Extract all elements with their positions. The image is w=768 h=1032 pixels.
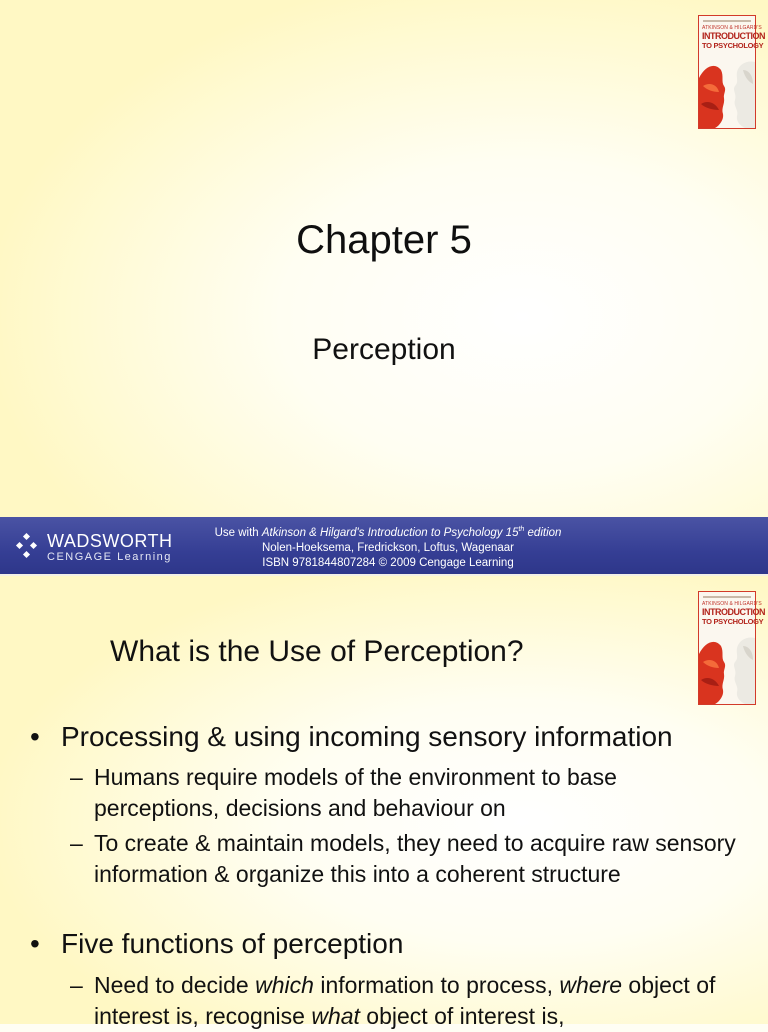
slide-subtitle: Perception [312,333,456,366]
bullet-text: Five functions of perception [61,928,404,959]
bullet-glyph: • [30,721,40,752]
book-cover-image [698,591,765,705]
dash-glyph: – [70,764,83,790]
cover-authors: ATKINSON & HILGARD'S [702,601,762,607]
edition-line-1 [182,522,594,541]
edition-sup: th [518,526,525,533]
cover-author-bar [703,20,751,22]
cover-title-line2: TO PSYCHOLOGY [702,41,764,50]
cover-title-line2: TO PSYCHOLOGY [702,617,764,626]
cover-title-line1: INTRODUCTION [702,31,765,41]
edition-prefix: Use with [214,526,262,539]
book-cover-image [698,15,765,129]
wadsworth-logo [14,531,174,563]
cover-faces-illustration [699,56,755,128]
cover-author-bar [703,596,751,598]
slide-title: Chapter 5 [296,218,472,262]
cengage-mark-icon [14,531,44,561]
edition-book-title-text: Atkinson & Hilgard's Introduction to Psychology 15 [261,526,519,539]
text-run: information to process, [313,972,560,998]
cover-title-line1: INTRODUCTION [702,607,765,617]
cover-faces-illustration [699,632,755,704]
edition-line-2: Nolen-Hoeksema, Fredrickson, Loftus, Wagenaar [261,541,515,554]
text-run: object of interest is, [359,1003,565,1029]
content-slide [0,576,768,1029]
sub-bullet-text: To create & maintain models, they need to acquire raw sensory information & organize this into a coherent structure [94,830,736,887]
edition-info [182,522,594,571]
cover-authors: ATKINSON & HILGARD'S [702,25,762,31]
publisher-footer-band [0,517,768,576]
text-run: object of interest is, recognise [94,972,716,1029]
emphasis-where: where [559,972,623,998]
edition-line-3: ISBN 9781844807284 © 2009 Cengage Learning [262,556,514,569]
dash-glyph: – [70,830,83,856]
sub-bullet-text [94,970,744,1032]
edition-book-title [262,527,562,539]
dash-glyph: – [70,972,83,998]
logo-subwordmark: CENGAGE Learning [47,551,172,563]
text-run: Need to decide [94,972,256,998]
emphasis-which: which [255,972,314,998]
sub-bullet-text: Humans require models of the environment to base perceptions, decisions and behaviour on [94,764,617,821]
slide-title: What is the Use of Perception? [110,635,524,668]
bullet-glyph: • [30,928,40,959]
bullet-text: Processing & using incoming sensory information [61,721,673,752]
emphasis-what: what [311,1003,360,1029]
edition-suffix: edition [524,526,562,539]
logo-wordmark: WADSWORTH [47,531,173,551]
